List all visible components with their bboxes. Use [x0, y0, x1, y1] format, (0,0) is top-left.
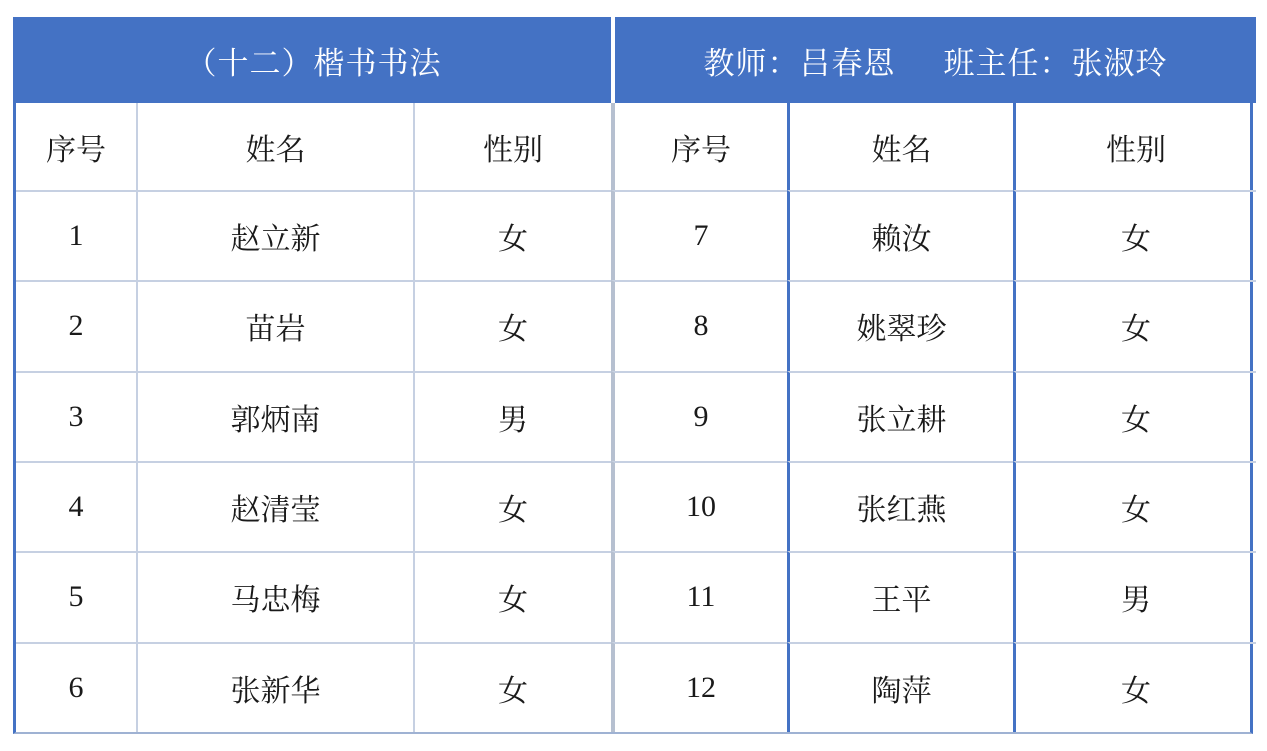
- roster-gender-cell: 女: [413, 461, 611, 551]
- roster-name-cell: 赖汝: [787, 190, 1013, 280]
- staff-header: [611, 17, 1256, 103]
- roster-index-cell: 1: [16, 190, 136, 280]
- roster-name-cell: 张立耕: [787, 371, 1013, 461]
- roster-index-cell: 7: [611, 190, 787, 280]
- col-header-name-right: 姓名: [787, 103, 1013, 190]
- roster-name-cell: 苗岩: [136, 280, 413, 370]
- roster-index-cell: 6: [16, 642, 136, 732]
- roster-name-cell: 郭炳南: [136, 371, 413, 461]
- roster-gender-cell: 男: [1013, 551, 1256, 641]
- col-header-gender-left: 性别: [413, 103, 611, 190]
- roster-gender-cell: 女: [1013, 190, 1256, 280]
- roster-gender-cell: 女: [413, 190, 611, 280]
- roster-gender-cell: 女: [413, 642, 611, 732]
- roster-index-cell: 11: [611, 551, 787, 641]
- col-header-name-left: 姓名: [136, 103, 413, 190]
- head-teacher-label: 班主任：张淑玲: [943, 45, 1168, 81]
- class-title: （十二）楷书书法: [16, 17, 611, 103]
- roster-gender-cell: 女: [1013, 642, 1256, 732]
- roster-name-cell: 赵清莹: [136, 461, 413, 551]
- roster-index-cell: 4: [16, 461, 136, 551]
- roster-gender-cell: 女: [413, 551, 611, 641]
- roster-index-cell: 12: [611, 642, 787, 732]
- roster-index-cell: 5: [16, 551, 136, 641]
- roster-name-cell: 张红燕: [787, 461, 1013, 551]
- roster-gender-cell: 女: [1013, 371, 1256, 461]
- roster-index-cell: 8: [611, 280, 787, 370]
- roster-name-cell: 王平: [787, 551, 1013, 641]
- col-header-index-left: 序号: [46, 133, 106, 167]
- col-header-index-right: 序号: [611, 103, 787, 190]
- roster-index-cell: 3: [16, 371, 136, 461]
- roster-gender-cell: 女: [413, 280, 611, 370]
- roster-index-cell: 9: [611, 371, 787, 461]
- col-header-gender-right: 性别: [1013, 103, 1256, 190]
- roster-gender-cell: 女: [1013, 280, 1256, 370]
- class-roster-table: [13, 17, 1253, 734]
- roster-name-cell: 陶萍: [787, 642, 1013, 732]
- roster-gender-cell: 女: [1013, 461, 1256, 551]
- teacher-label: 教师：吕春恩: [703, 45, 896, 81]
- roster-name-cell: 马忠梅: [136, 551, 413, 641]
- roster-index-cell: 2: [16, 280, 136, 370]
- roster-name-cell: 张新华: [136, 642, 413, 732]
- roster-index-cell: 10: [611, 461, 787, 551]
- roster-name-cell: 姚翠珍: [787, 280, 1013, 370]
- roster-gender-cell: 男: [413, 371, 611, 461]
- roster-name-cell: 赵立新: [136, 190, 413, 280]
